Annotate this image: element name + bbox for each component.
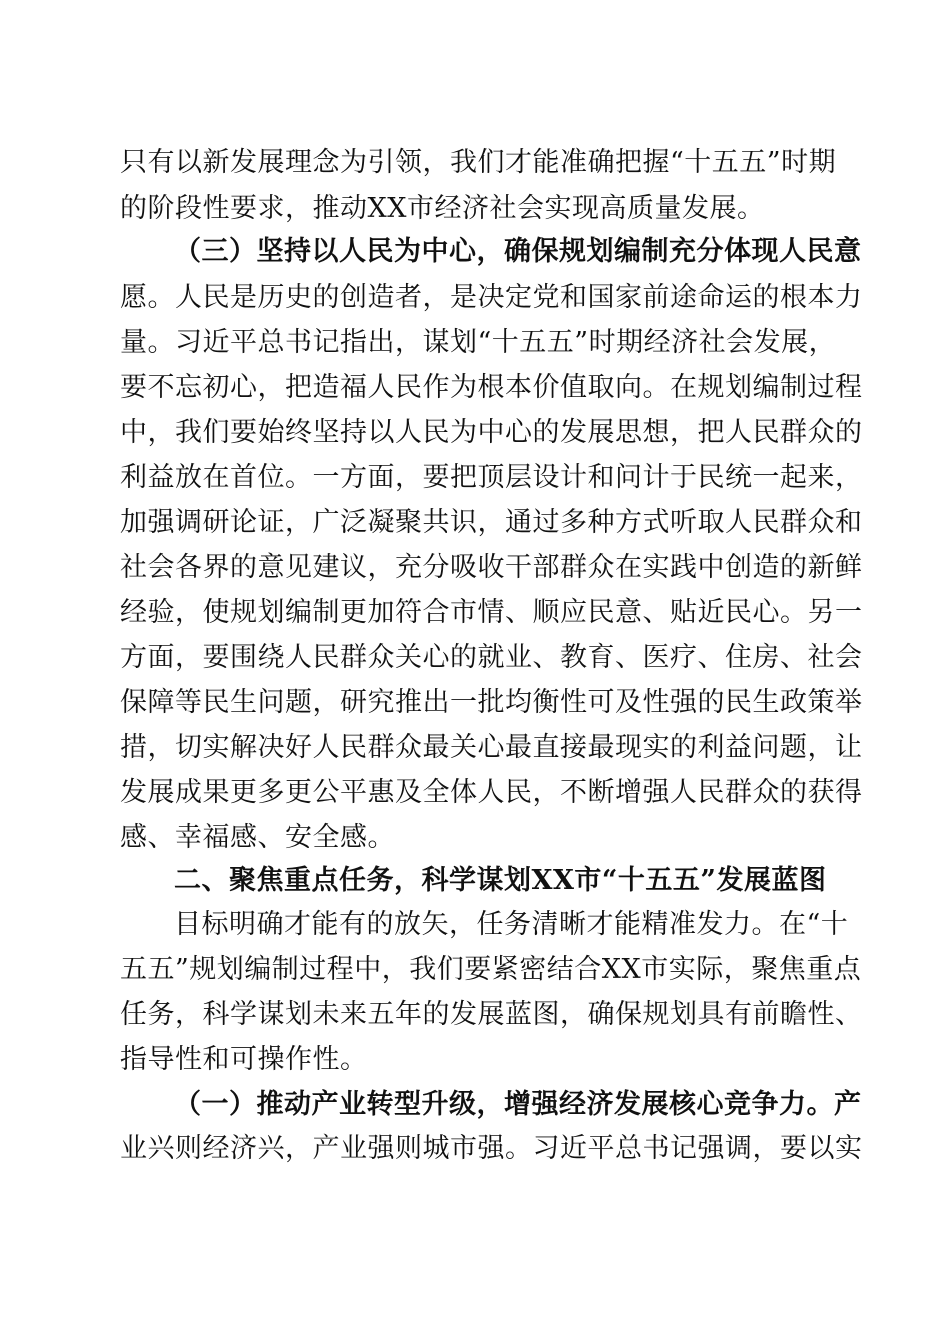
text-line-9: 加强调研论证，广泛凝聚共识，通过多种方式听取人民群众和 xyxy=(120,507,863,538)
text-line-20: 任务，科学谋划未来五年的发展蓝图，确保规划具有前瞻性、 xyxy=(120,999,863,1030)
text-line-18: 目标明确才能有的放矢，任务清晰才能精准发力。在“十 xyxy=(174,909,849,940)
main-heading-2: 二、聚焦重点任务，科学谋划XX市“十五五”发展蓝图 xyxy=(174,865,827,896)
text-line-4: 愿。人民是历史的创造者，是决定党和国家前途命运的根本力 xyxy=(120,282,863,313)
text-line-14: 措，切实解决好人民群众最关心最直接最现实的利益问题，让 xyxy=(120,732,863,763)
text-line-11: 经验，使规划编制更加符合市情、顺应民意、贴近民心。另一 xyxy=(120,597,863,628)
text-line-2: 的阶段性要求，推动XX市经济社会实现高质量发展。 xyxy=(120,193,765,224)
text-line-19: 五五”规划编制过程中，我们要紧密结合XX市实际，聚焦重点 xyxy=(120,954,862,985)
text-line-15: 发展成果更多更公平惠及全体人民，不断增强人民群众的获得 xyxy=(120,777,863,808)
text-line-5: 量。习近平总书记指出，谋划“十五五”时期经济社会发展， xyxy=(120,327,837,358)
text-line-8: 利益放在首位。一方面，要把顶层设计和问计于民统一起来， xyxy=(120,462,863,493)
section-heading-1: （一）推动产业转型升级，增强经济发展核心竞争力。产 xyxy=(174,1089,862,1120)
text-line-13: 保障等民生问题，研究推出一批均衡性可及性强的民生政策举 xyxy=(120,687,863,718)
text-line-16: 感、幸福感、安全感。 xyxy=(120,822,395,853)
text-line-10: 社会各界的意见建议，充分吸收干部群众在实践中创造的新鲜 xyxy=(120,552,863,583)
text-line-12: 方面，要围绕人民群众关心的就业、教育、医疗、住房、社会 xyxy=(120,642,863,673)
section-heading-3: （三）坚持以人民为中心，确保规划编制充分体现人民意 xyxy=(174,236,862,267)
text-line-23: 业兴则经济兴，产业强则城市强。习近平总书记强调，要以实 xyxy=(120,1133,863,1164)
text-line-6: 要不忘初心，把造福人民作为根本价值取向。在规划编制过程 xyxy=(120,372,863,403)
text-line-1: 只有以新发展理念为引领，我们才能准确把握“十五五”时期 xyxy=(120,147,837,178)
text-line-7: 中，我们要始终坚持以人民为中心的发展思想，把人民群众的 xyxy=(120,417,863,448)
text-line-21: 指导性和可操作性。 xyxy=(120,1044,368,1075)
